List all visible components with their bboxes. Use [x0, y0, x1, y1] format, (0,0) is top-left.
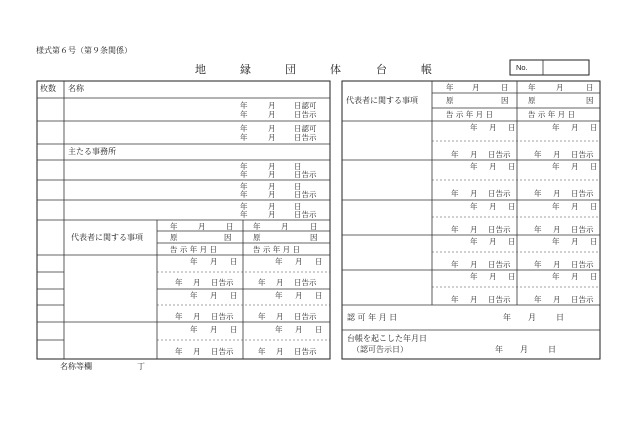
ymd-y: 年: [552, 123, 560, 132]
in-text: 因: [310, 233, 318, 242]
ymd-m: 月: [210, 291, 218, 300]
form-number: 様式第６号（第９条関係）: [36, 46, 132, 55]
kokuji-text: 告示: [218, 312, 234, 321]
ymd-d: 日: [294, 101, 302, 110]
ymd-y: 年: [190, 291, 198, 300]
ymd-y: 年: [240, 162, 248, 171]
ymd-y: 年: [552, 272, 560, 281]
ymd-m: 月: [489, 123, 497, 132]
ymd-d: 日: [488, 225, 496, 234]
ymd-d: 日: [294, 312, 302, 321]
title-char: 地: [195, 63, 206, 76]
ymd-y: 年: [470, 202, 478, 211]
kokuji-text: 告示: [578, 295, 594, 304]
ymd-y: 年: [451, 150, 459, 159]
ninka-text: 認可: [301, 101, 317, 110]
ymd-y: 年: [470, 162, 478, 171]
sheet-count-label: 枚数: [40, 84, 56, 93]
ymd-y: 年: [190, 325, 198, 334]
ymd-d: 日: [508, 162, 516, 171]
ymd-m: 月: [489, 162, 497, 171]
ymd-m: 月: [268, 133, 276, 142]
ymd-d: 日: [571, 295, 579, 304]
kokuji-text: 告示: [301, 110, 317, 119]
ymd-m: 月: [268, 190, 276, 199]
ymd-d: 日: [488, 189, 496, 198]
ymd-m: 月: [556, 83, 564, 92]
ymd-d: 日: [294, 278, 302, 287]
ymd-m: 月: [553, 295, 561, 304]
gen-text: 原: [253, 233, 261, 242]
ymd-y: 年: [495, 345, 503, 354]
ymd-y: 年: [240, 190, 248, 199]
ymd-d: 日: [211, 347, 219, 356]
kokuji-text: 告示: [578, 260, 594, 269]
title-char: 団: [285, 63, 296, 76]
kokuji-text: 告示: [495, 150, 511, 159]
ymd-m: 月: [470, 295, 478, 304]
in-text: 因: [224, 233, 232, 242]
ymd-m: 月: [281, 222, 289, 231]
ymd-d: 日: [571, 189, 579, 198]
ymd-y: 年: [451, 260, 459, 269]
ledger-start-sub: （認可告示日）: [352, 345, 408, 354]
ymd-m: 月: [268, 182, 276, 191]
ymd-y: 年: [258, 312, 266, 321]
ymd-d: 日: [590, 162, 598, 171]
ymd-m: 月: [489, 272, 497, 281]
ymd-d: 日: [556, 313, 564, 322]
ymd-d: 日: [211, 278, 219, 287]
ymd-d: 日: [294, 347, 302, 356]
kokuji-text: 告示: [301, 347, 317, 356]
ymd-d: 日: [488, 260, 496, 269]
ymd-y: 年: [240, 202, 248, 211]
ymd-m: 月: [268, 162, 276, 171]
ymd-y: 年: [451, 225, 459, 234]
ymd-d: 日: [294, 133, 302, 142]
ymd-d: 日: [590, 123, 598, 132]
ymd-d: 日: [571, 150, 579, 159]
in-text: 因: [501, 96, 509, 105]
ymd-m: 月: [276, 312, 284, 321]
kokuji-ymd: 告 示 年 月 日: [446, 110, 494, 119]
kokuji-ymd: 告 示 年 月 日: [528, 110, 576, 119]
ymd-y: 年: [534, 295, 542, 304]
ymd-d: 日: [488, 150, 496, 159]
ymd-y: 年: [275, 325, 283, 334]
ymd-d: 日: [294, 162, 302, 171]
ymd-d: 日: [508, 272, 516, 281]
gen-text: 原: [170, 233, 178, 242]
right-rep-label: 代表者に関する事項: [346, 96, 418, 105]
ymd-d: 日: [294, 190, 302, 199]
title-char: 帳: [421, 63, 432, 76]
ymd-m: 月: [553, 225, 561, 234]
ymd-m: 月: [295, 325, 303, 334]
ymd-d: 日: [508, 237, 516, 246]
ymd-d: 日: [294, 210, 302, 219]
ymd-y: 年: [470, 123, 478, 132]
ymd-y: 年: [170, 222, 178, 231]
no-label: No.: [516, 63, 528, 72]
ymd-d: 日: [590, 272, 598, 281]
in-text: 因: [586, 96, 594, 105]
ymd-y: 年: [190, 257, 198, 266]
ledger-start-label: 台帳を起こした年月日: [347, 334, 427, 343]
ymd-y: 年: [534, 189, 542, 198]
ymd-d: 日: [294, 182, 302, 191]
ymd-m: 月: [193, 278, 201, 287]
kokuji-text: 告示: [301, 278, 317, 287]
ymd-m: 月: [528, 313, 536, 322]
kokuji-text: 告示: [301, 170, 317, 179]
ymd-m: 月: [268, 124, 276, 133]
ymd-d: 日: [571, 225, 579, 234]
ymd-y: 年: [240, 133, 248, 142]
kokuji-text: 告示: [301, 312, 317, 321]
ninka-text: 認可: [301, 124, 317, 133]
ymd-y: 年: [451, 189, 459, 198]
gen-text: 原: [446, 96, 454, 105]
ymd-d: 日: [508, 123, 516, 132]
kokuji-text: 告示: [578, 189, 594, 198]
ymd-m: 月: [489, 237, 497, 246]
ymd-y: 年: [175, 312, 183, 321]
ymd-y: 年: [552, 202, 560, 211]
ymd-m: 月: [520, 345, 528, 354]
kokuji-text: 告示: [301, 210, 317, 219]
kokuji-text: 告示: [495, 260, 511, 269]
left-rep-label: 代表者に関する事項: [71, 233, 143, 242]
name-label: 名称: [68, 84, 84, 93]
ymd-d: 日: [315, 291, 323, 300]
kokuji-text: 告示: [495, 295, 511, 304]
ymd-y: 年: [175, 347, 183, 356]
ymd-y: 年: [503, 313, 511, 322]
ymd-d: 日: [294, 124, 302, 133]
kokuji-text: 告示: [218, 347, 234, 356]
ymd-m: 月: [295, 257, 303, 266]
ymd-y: 年: [534, 260, 542, 269]
ymd-d: 日: [310, 222, 318, 231]
ymd-m: 月: [472, 83, 480, 92]
ymd-m: 月: [276, 347, 284, 356]
ymd-d: 日: [548, 345, 556, 354]
ymd-m: 月: [470, 260, 478, 269]
ymd-d: 日: [230, 325, 238, 334]
ymd-m: 月: [295, 291, 303, 300]
ymd-m: 月: [470, 225, 478, 234]
ymd-d: 日: [590, 237, 598, 246]
ymd-y: 年: [258, 347, 266, 356]
ymd-m: 月: [210, 257, 218, 266]
ymd-m: 月: [553, 260, 561, 269]
gen-text: 原: [528, 96, 536, 105]
ymd-m: 月: [268, 170, 276, 179]
ymd-d: 日: [590, 202, 598, 211]
ymd-m: 月: [268, 202, 276, 211]
ymd-d: 日: [501, 83, 509, 92]
ymd-y: 年: [470, 237, 478, 246]
ymd-y: 年: [451, 295, 459, 304]
title-char: 縁: [240, 63, 251, 76]
ymd-d: 日: [294, 170, 302, 179]
ymd-d: 日: [571, 260, 579, 269]
ymd-m: 月: [198, 222, 206, 231]
kokuji-ymd: 告 示 年 月 日: [170, 245, 218, 254]
ymd-d: 日: [294, 202, 302, 211]
ymd-y: 年: [240, 170, 248, 179]
title-char: 台: [376, 63, 387, 76]
ymd-m: 月: [193, 347, 201, 356]
ymd-m: 月: [470, 189, 478, 198]
ymd-d: 日: [315, 325, 323, 334]
ymd-d: 日: [230, 257, 238, 266]
ymd-y: 年: [240, 101, 248, 110]
ymd-y: 年: [552, 237, 560, 246]
ymd-m: 月: [268, 210, 276, 219]
ymd-m: 月: [571, 162, 579, 171]
ymd-d: 日: [315, 257, 323, 266]
ymd-m: 月: [210, 325, 218, 334]
ymd-y: 年: [275, 291, 283, 300]
ymd-m: 月: [268, 110, 276, 119]
ymd-y: 年: [240, 110, 248, 119]
ymd-m: 月: [571, 272, 579, 281]
ymd-y: 年: [470, 272, 478, 281]
ymd-y: 年: [534, 225, 542, 234]
ymd-d: 日: [586, 83, 594, 92]
ymd-d: 日: [488, 295, 496, 304]
ymd-d: 日: [294, 110, 302, 119]
ymd-y: 年: [446, 83, 454, 92]
ymd-d: 日: [230, 291, 238, 300]
name-column-label: 名称等欄: [60, 362, 92, 371]
kokuji-text: 告示: [578, 150, 594, 159]
ymd-m: 月: [571, 123, 579, 132]
kokuji-text: 告示: [301, 133, 317, 142]
kokuji-text: 告示: [301, 190, 317, 199]
ymd-d: 日: [226, 222, 234, 231]
ymd-m: 月: [553, 189, 561, 198]
ymd-m: 月: [553, 150, 561, 159]
ymd-m: 月: [571, 202, 579, 211]
ymd-y: 年: [258, 278, 266, 287]
ymd-m: 月: [193, 312, 201, 321]
ymd-m: 月: [276, 278, 284, 287]
cho-label: 丁: [137, 362, 145, 371]
ymd-m: 月: [489, 202, 497, 211]
ymd-y: 年: [175, 278, 183, 287]
approval-date-label: 認 可 年 月 日: [347, 313, 398, 322]
ymd-d: 日: [508, 202, 516, 211]
office-label: 主たる事務所: [68, 147, 116, 156]
ymd-m: 月: [571, 237, 579, 246]
kokuji-ymd: 告 示 年 月 日: [253, 245, 301, 254]
kokuji-text: 告示: [578, 225, 594, 234]
ymd-y: 年: [534, 150, 542, 159]
ymd-d: 日: [211, 312, 219, 321]
ymd-y: 年: [552, 162, 560, 171]
ymd-y: 年: [275, 257, 283, 266]
ymd-y: 年: [240, 182, 248, 191]
ymd-y: 年: [253, 222, 261, 231]
ymd-y: 年: [528, 83, 536, 92]
ymd-m: 月: [268, 101, 276, 110]
ymd-y: 年: [240, 210, 248, 219]
kokuji-text: 告示: [495, 225, 511, 234]
kokuji-text: 告示: [218, 278, 234, 287]
ymd-m: 月: [470, 150, 478, 159]
ymd-y: 年: [240, 124, 248, 133]
title-char: 体: [330, 63, 341, 76]
kokuji-text: 告示: [495, 189, 511, 198]
